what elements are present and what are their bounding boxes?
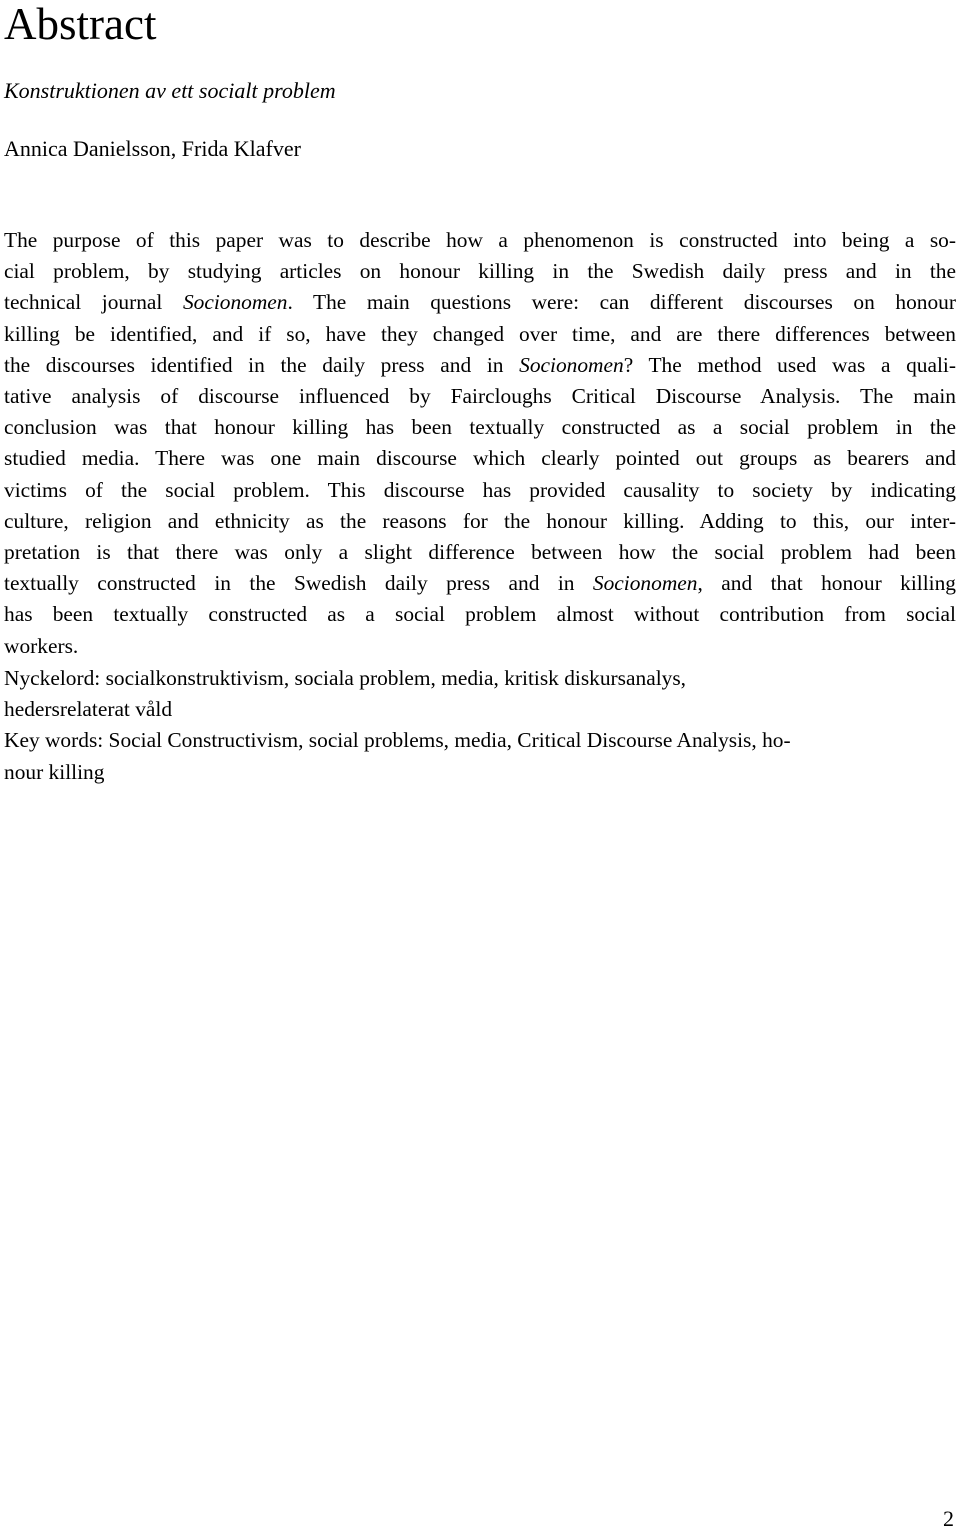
abstract-paragraph [4,225,956,662]
abstract-text: technical journal [4,290,183,315]
page-number: 2 [943,1506,954,1531]
thesis-title: Konstruktionen av ett socialt problem [4,78,336,103]
abstract-text: , and that honour killing [697,571,956,596]
abstract-line: pretation is that there was only a slight difference between how the social problem had been [4,540,956,565]
keywords-block [4,663,956,788]
abstract-text: . The main questions were: can different discourses on honour [287,290,956,315]
abstract-text: the discourses identified in the daily press and in [4,352,520,377]
abstract-text: ? The method used was a quali- [623,352,956,377]
english-keywords-line: nour killing [4,759,105,784]
abstract-line: killing be identified, and if so, have they changed over time, and are there differences between [4,321,956,346]
abstract-line: studied media. There was one main discourse which clearly pointed out groups as bearers and [4,446,956,471]
journal-name: Socionomen [592,571,698,596]
abstract-line [4,287,956,318]
abstract-heading: Abstract [4,0,157,49]
abstract-line: tative analysis of discourse influenced by Faircloughs Critical Discourse Analysis. The main [4,384,956,409]
authors: Annica Danielsson, Frida Klafver [4,136,301,161]
abstract-line: culture, religion and ethnicity as the reasons for the honour killing. Adding to this, our inter- [4,508,956,533]
abstract-line: has been textually constructed as a social problem almost without contribution from social [4,602,956,627]
abstract-line: workers. [4,633,79,658]
abstract-text: textually constructed in the Swedish daily press and in [4,571,593,596]
english-keywords-line: Key words: Social Constructivism, social problems, media, Critical Discourse Analysis, ho- [4,728,791,753]
abstract-line [4,568,956,599]
abstract-line: The purpose of this paper was to describe how a phenomenon is constructed into being a so- [4,228,956,252]
swedish-keywords-line: hedersrelaterat våld [4,697,173,722]
swedish-keywords-line: Nyckelord: socialkonstruktivism, sociala problem, media, kritisk diskursanalys, [4,666,687,690]
abstract-line: conclusion was that honour killing has been textually constructed as a social problem in the [4,415,956,440]
journal-name: Socionomen [519,352,624,377]
abstract-line: cial problem, by studying articles on honour killing in the Swedish daily press and in the [4,259,956,284]
abstract-line [4,350,956,381]
journal-name: Socionomen [182,290,288,315]
abstract-line: victims of the social problem. This discourse has provided causality to society by indicating [4,477,956,502]
